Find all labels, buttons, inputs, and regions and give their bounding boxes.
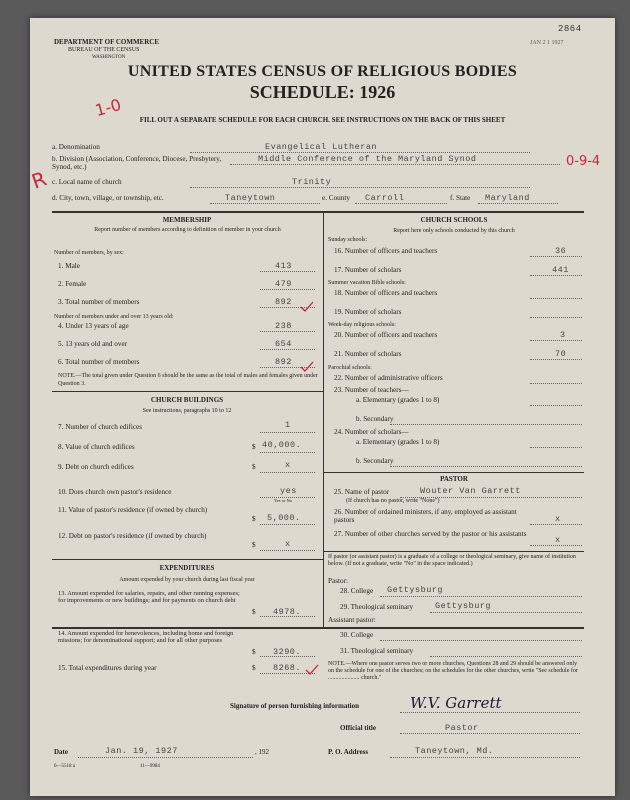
stamp-number: 2864 [558,24,582,34]
q25-hint: (If church has no pastor, write "None") [346,498,440,504]
q24b-line [390,466,582,467]
county-label: e. County [322,194,350,202]
q12-line [260,550,315,551]
q23b-line [390,424,582,425]
q16-value: 36 [555,246,567,256]
q2-value: 479 [275,279,292,289]
q18-label: 18. Number of officers and teachers [334,289,438,297]
yes-no-hint: Yes or No [274,498,293,503]
membership-heading: MEMBERSHIP [162,216,212,224]
date-line [78,757,253,758]
q20-line [530,340,582,341]
q26-line [530,524,582,525]
q3-value: 892 [275,297,292,307]
q10-label: 10. Does church own pastor's residence [58,488,172,496]
q11-dollar: $ [252,515,256,523]
q24-label: 24. Number of scholars— [334,428,409,436]
denomination-value: Evangelical Lutheran [265,142,378,152]
q9-label: 9. Debt on church edifices [58,463,134,471]
college-note: If pastor (or assistant pastor) is a graduate of a college or theological seminary, give name of institution below. (If not a graduate, write "No" in the space indicated.) [328,554,576,567]
q25-value: Wouter Van Garrett [420,486,521,496]
official-title-label: Official title [340,724,376,732]
q26-label: 26. Number of ordained ministers, if any, employed as assistant pastors [334,508,517,524]
q12-value: x [285,539,291,549]
q8-line [260,452,315,453]
q26-value: x [555,514,561,524]
assistant-pastor-label: Assistant pastor: [328,616,376,624]
date-year-suffix: , 192 [255,748,269,756]
q6-value: 892 [275,357,292,367]
weekday-label: Week-day religious schools: [328,322,396,328]
q28-value: Gettysburg [387,585,444,595]
q19-label: 19. Number of scholars [334,308,402,316]
q23a-label: a. Elementary (grades 1 to 8) [356,396,440,404]
form-number: 6—5518 a [54,764,75,769]
q25-label: 25. Name of pastor [334,488,390,496]
q21-label: 21. Number of scholars [334,350,402,358]
division-label: b. Division (Association, Conference, Diocese, Presbytery, Synod, etc.) [52,155,222,171]
q7-label: 7. Number of church edifices [58,423,143,431]
county-value: Carroll [365,193,405,203]
q28-line [380,596,582,597]
date-label: Date [54,748,68,756]
q12-dollar: $ [252,541,256,549]
red-check-icon [300,361,314,373]
q8-label: 8. Value of church edifices [58,443,135,451]
q24a-label: a. Elementary (grades 1 to 8) [356,438,440,446]
expenditures-heading: EXPENDITURES [159,564,215,572]
top-rule [52,211,584,213]
q9-line [260,472,315,473]
q7-line [260,432,315,433]
q10-value: yes [280,486,297,496]
official-title-value: Pastor [445,723,479,733]
q14-label: 14. Amount expended for benevolences, including home and foreign missions; for denominational support; and for all other purposes [58,630,234,644]
q13-dollar: $ [252,608,256,616]
q14-value: 3290. [273,647,302,657]
red-mark-r: R [28,166,50,194]
state-label: f. State [450,194,471,202]
church-name-value: Trinity [292,177,332,187]
q18-line [530,298,582,299]
q21-line [530,359,582,360]
q20-label: 20. Number of officers and teachers [334,331,438,339]
q8-value: 40,000. [262,440,302,450]
division-line [230,164,560,165]
q27-value: x [555,535,561,545]
schools-intro: Report here only schools conducted by this church [393,228,515,234]
pastor-sub-label: Pastor: [328,577,348,585]
q27-line [530,545,582,546]
church-name-label: c. Local name of church [52,178,122,186]
q29-value: Gettysburg [435,601,492,611]
q13-label: 13. Amount expended for salaries, repairs, and other running expenses; for improvements or new buildings; and for payments on church debt [58,590,240,604]
q29-line [430,612,582,613]
q29-label: 29. Theological seminary [340,603,414,611]
official-title-line [400,733,580,734]
q19-line [530,317,582,318]
q23-label: 23. Number of teachers— [334,386,409,394]
q5-line [260,349,315,350]
red-check-icon [300,301,314,313]
q30-line [380,640,582,641]
schools-rule [323,472,584,473]
q22-label: 22. Number of administrative officers [334,374,443,382]
q27-label: 27. Number of other churches served by the pastor or his assistants [334,530,527,538]
city-label: d. City, town, village, or township, etc. [52,194,164,202]
membership-note: NOTE.—The total given under Question 6 should be the same as the total of males and females given under Question 3. [58,373,318,387]
by-age-label: Number of members under and over 13 years old: [54,314,174,320]
q5-value: 654 [275,339,292,349]
po-address-line [390,757,580,758]
census-schedule-sheet [30,18,615,796]
q23a-line [530,405,582,406]
signature-label: Signature of person furnishing information [230,702,359,710]
sunday-label: Sunday schools: [328,237,368,243]
form-number-2: 11—9984 [140,764,160,769]
q31-line [430,656,582,657]
by-sex-label: Number of members, by sex: [54,250,124,256]
q2-label: 2. Female [58,280,87,288]
red-mark-ten: 1-0 [92,94,124,121]
q14-dollar: $ [252,648,256,656]
q2-line [260,289,315,290]
q4-value: 238 [275,321,292,331]
q21-value: 70 [555,349,567,359]
column-divider [323,211,324,627]
q1-label: 1. Male [58,262,80,270]
department-name: DEPARTMENT OF COMMERCE [54,38,160,46]
q22-line [530,383,582,384]
q17-label: 17. Number of scholars [334,266,402,274]
q28-label: 28. College [340,587,374,595]
signature-line [400,712,580,713]
q20-value: 3 [560,330,566,340]
membership-intro: Report number of members according to definition of member in your church [94,227,281,233]
q3-label: 3. Total number of members [58,298,140,306]
q9-value: x [285,460,291,470]
signature-value: W.V. Garrett [410,694,502,712]
q4-line [260,331,315,332]
bureau-name: BUREAU OF THE CENSUS [68,47,140,53]
city-name: WASHINGTON [92,55,126,60]
denomination-label: a. Denomination [52,143,100,151]
buildings-intro: See instructions, paragraphs 10 to 12 [142,408,232,414]
church-name-line [190,187,530,188]
denomination-line [190,152,530,153]
state-line [478,203,558,204]
state-value: Maryland [485,193,530,203]
date-value: Jan. 19, 1927 [105,746,178,756]
red-check-icon [305,664,319,676]
buildings-heading: CHURCH BUILDINGS [150,396,224,404]
division-value: Middle Conference of the Maryland Synod [258,154,477,164]
q13-value: 4978. [273,607,302,617]
q8-dollar: $ [252,443,256,451]
q15-value: 8268. [273,663,302,673]
red-mark-code: 0-9-4 [566,154,601,169]
membership-rule [52,391,323,392]
q31-label: 31. Theological seminary [340,647,414,655]
q9-dollar: $ [252,463,256,471]
po-address-value: Taneytown, Md. [415,746,494,756]
q17-value: 441 [552,265,569,275]
bottom-rule [52,627,584,629]
q11-line [260,524,315,525]
buildings-rule [52,559,323,560]
pastor-note: NOTE.—Where one pastor serves two or more churches, Questions 28 and 29 should be answered only on the schedule for one of the churches; on the schedules for the other churches, write "See schedule for ..................... church." [328,661,578,681]
q24b-label: b. Secondary [356,457,394,465]
q1-value: 413 [275,261,292,271]
received-stamp-date: JAN 2 1 1927 [530,40,564,46]
pastor-heading: PASTOR [440,475,468,483]
form-instruction: FILL OUT A SEPARATE SCHEDULE FOR EACH CHURCH. SEE INSTRUCTIONS ON THE BACK OF THIS SHEET [139,116,506,124]
q15-label: 15. Total expenditures during year [58,664,157,672]
schools-heading: CHURCH SCHOOLS [420,216,488,224]
q30-label: 30. College [340,631,374,639]
city-line [210,203,320,204]
q11-label: 11. Value of pastor's residence (if owned by church) [58,506,208,514]
q1-line [260,271,315,272]
q24a-line [530,447,582,448]
q4-label: 4. Under 13 years of age [58,322,129,330]
parochial-label: Parochial schools: [328,365,372,371]
q5-label: 5. 13 years old and over [58,340,128,348]
form-subtitle: SCHEDULE: 1926 [249,82,396,102]
expenditures-intro: Amount expended by your church during last fiscal year [119,577,255,583]
po-address-label: P. O. Address [328,748,369,756]
q16-label: 16. Number of officers and teachers [334,247,438,255]
pastor-rule [323,551,584,552]
q23b-label: b. Secondary [356,415,394,423]
q15-dollar: $ [252,664,256,672]
q7-value: 1 [285,420,291,430]
q11-value: 5,000. [267,513,301,523]
summer-label: Summer vacation Bible schools: [328,280,406,286]
q16-line [530,256,582,257]
form-title: UNITED STATES CENSUS OF RELIGIOUS BODIES [127,63,518,80]
county-line [355,203,447,204]
q6-label: 6. Total number of members [58,358,140,366]
q12-label: 12. Debt on pastor's residence (if owned by church) [58,532,207,540]
city-value: Taneytown [225,193,276,203]
q17-line [530,275,582,276]
